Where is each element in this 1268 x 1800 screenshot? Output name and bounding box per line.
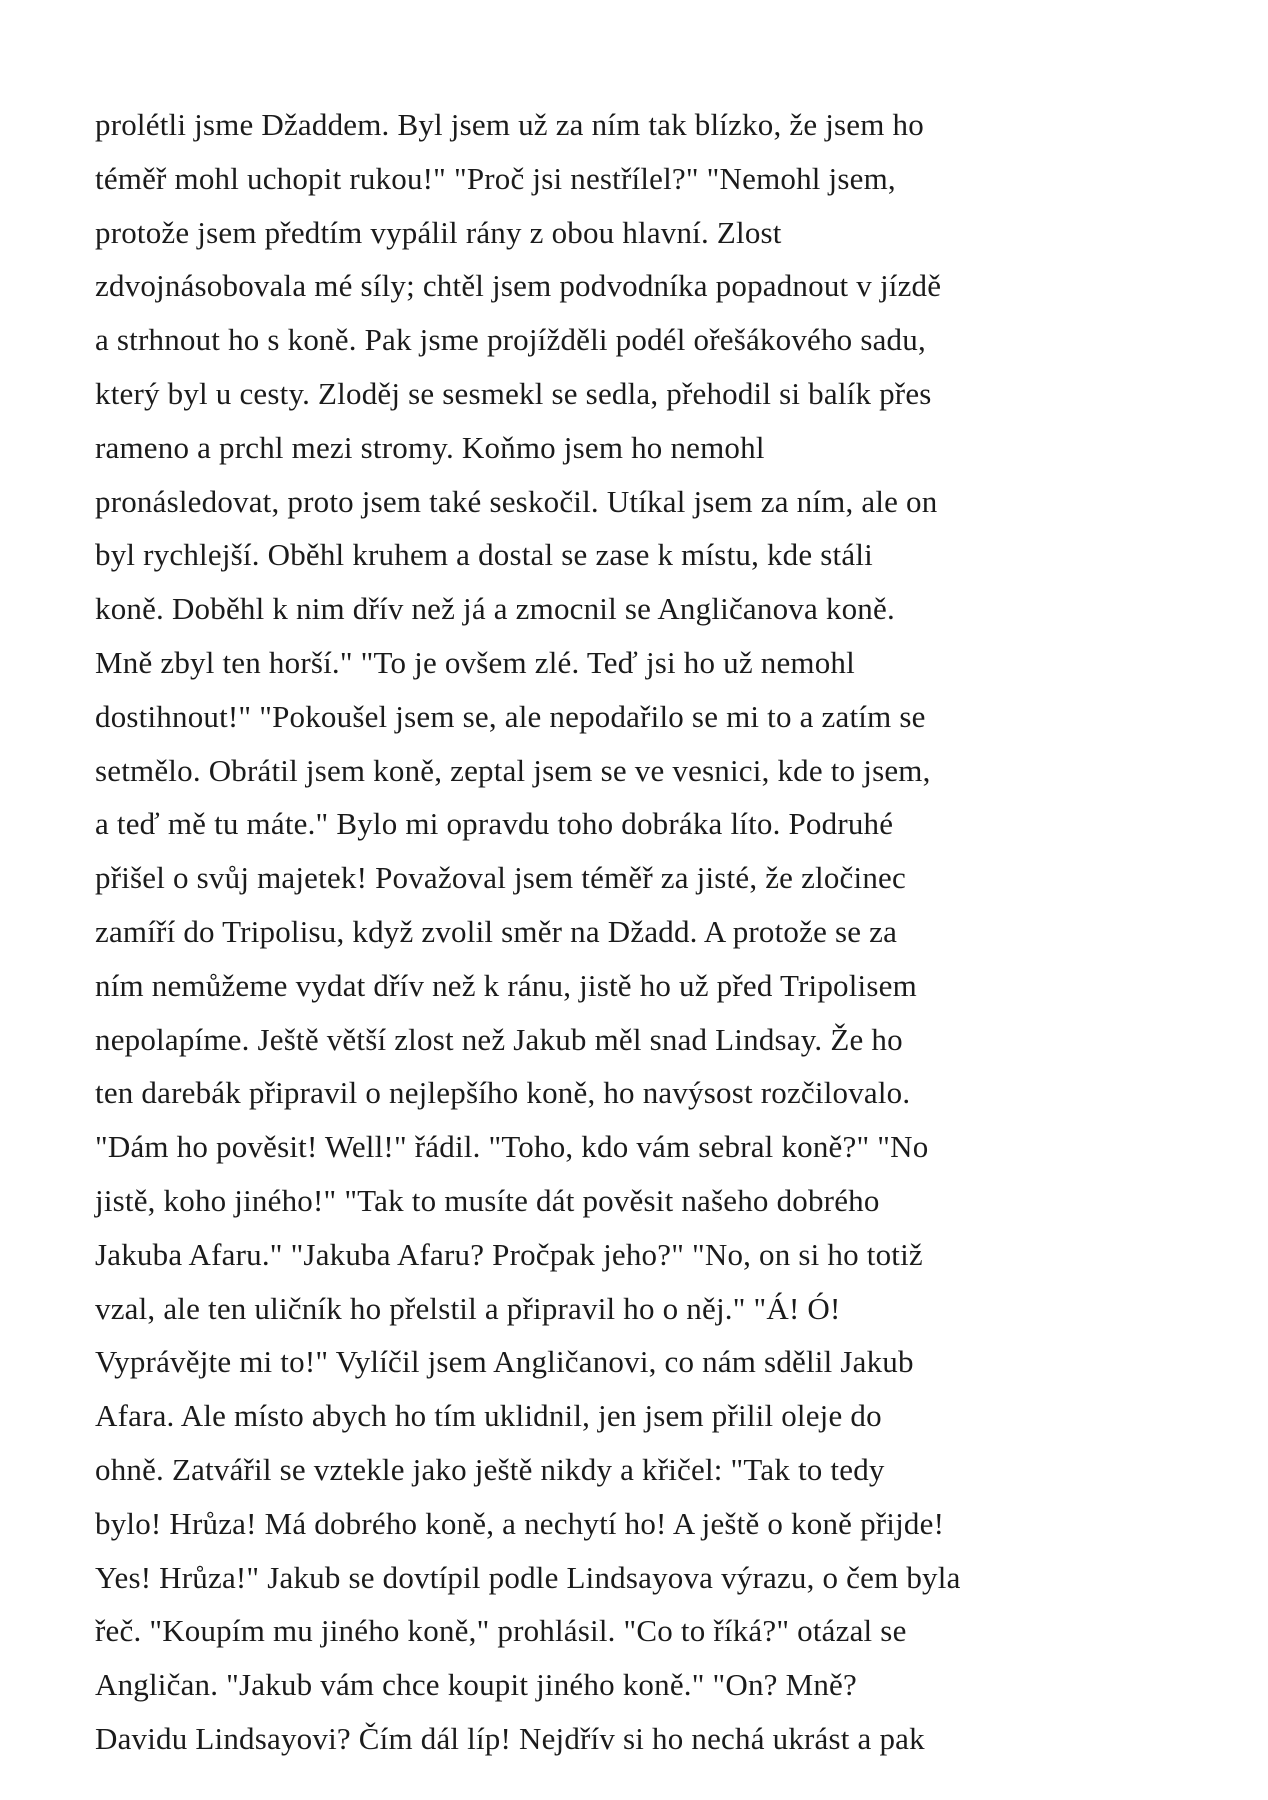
text-line: dostihnout!" "Pokoušel jsem se, ale nepodařilo se mi to a zatím se bbox=[95, 698, 926, 734]
text-line: Jakuba Afaru." "Jakuba Afaru? Pročpak jeho?" "No, on si ho totiž bbox=[95, 1236, 923, 1272]
text-block bbox=[95, 98, 1055, 1766]
text-line: téměř mohl uchopit rukou!" "Proč jsi nestřílel?" "Nemohl jsem, bbox=[95, 160, 896, 196]
text-line: který byl u cesty. Zloděj se sesmekl se sedla, přehodil si balík přes bbox=[95, 375, 932, 411]
text-line: řeč. "Koupím mu jiného koně," prohlásil. "Co to říká?" otázal se bbox=[95, 1613, 907, 1649]
text-line: Angličan. "Jakub vám chce koupit jiného koně." "On? Mně? bbox=[95, 1667, 857, 1703]
text-line: bylo! Hrůza! Má dobrého koně, a nechytí ho! A ještě o koně přijde! bbox=[95, 1505, 945, 1541]
text-line: protože jsem předtím vypálil rány z obou hlavní. Zlost bbox=[95, 214, 782, 250]
text-line: Mně zbyl ten horší." "To je ovšem zlé. Teď jsi ho už nemohl bbox=[95, 644, 855, 680]
text-line: "Dám ho pověsit! Well!" řádil. "Toho, kdo vám sebral koně?" "No bbox=[95, 1129, 929, 1165]
text-line: ohně. Zatvářil se vztekle jako ještě nikdy a křičel: "Tak to tedy bbox=[95, 1451, 885, 1487]
text-line: pronásledovat, proto jsem také seskočil. Utíkal jsem za ním, ale on bbox=[95, 483, 938, 519]
text-line: zamíří do Tripolisu, když zvolil směr na Džadd. A protože se za bbox=[95, 913, 898, 949]
text-line: a teď mě tu máte." Bylo mi opravdu toho dobráka líto. Podruhé bbox=[95, 806, 894, 842]
text-line: rameno a prchl mezi stromy. Koňmo jsem ho nemohl bbox=[95, 429, 765, 465]
text-line: přišel o svůj majetek! Považoval jsem téměř za jisté, že zločinec bbox=[95, 860, 906, 896]
text-line: vzal, ale ten uličník ho přelstil a připravil ho o něj." "Á! Ó! bbox=[95, 1290, 841, 1326]
text-line: Vyprávějte mi to!" Vylíčil jsem Angličanovi, co nám sdělil Jakub bbox=[95, 1344, 914, 1380]
text-line: byl rychlejší. Oběhl kruhem a dostal se zase k místu, kde stáli bbox=[95, 537, 873, 573]
text-line: Davidu Lindsayovi? Čím dál líp! Nejdřív si ho nechá ukrást a pak bbox=[95, 1720, 925, 1756]
text-line: Yes! Hrůza!" Jakub se dovtípil podle Lindsayova výrazu, o čem byla bbox=[95, 1559, 961, 1595]
text-line: prolétli jsme Džaddem. Byl jsem už za ním tak blízko, že jsem ho bbox=[95, 107, 924, 142]
text-line: ním nemůžeme vydat dřív než k ránu, jistě ho už před Tripolisem bbox=[95, 967, 917, 1003]
text-line: setmělo. Obrátil jsem koně, zeptal jsem se ve vesnici, kde to jsem, bbox=[95, 752, 931, 788]
text-line: jistě, koho jiného!" "Tak to musíte dát pověsit našeho dobrého bbox=[95, 1182, 880, 1218]
text-line: koně. Doběhl k nim dřív než já a zmocnil se Angličanova koně. bbox=[95, 591, 895, 627]
text-line: Afara. Ale místo abych ho tím uklidnil, jen jsem přilil oleje do bbox=[95, 1398, 882, 1434]
text-line: ten darebák připravil o nejlepšího koně, ho navýsost rozčilovalo. bbox=[95, 1075, 911, 1111]
text-line: nepolapíme. Ještě větší zlost než Jakub měl snad Lindsay. Že ho bbox=[95, 1021, 903, 1057]
text-line: zdvojnásobovala mé síly; chtěl jsem podvodníka popadnout v jízdě bbox=[95, 268, 942, 304]
text-line: a strhnout ho s koně. Pak jsme projížděli podél ořešákového sadu, bbox=[95, 322, 926, 358]
